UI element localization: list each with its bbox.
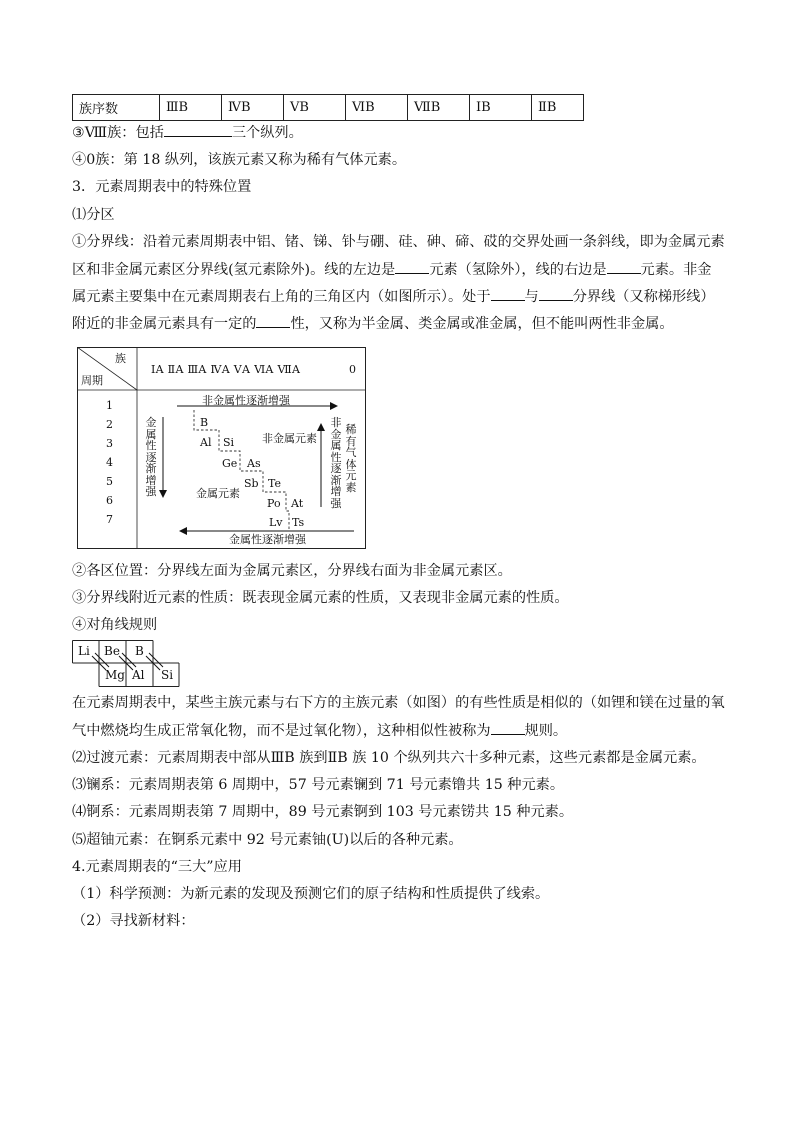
text-span: 与 — [524, 289, 539, 305]
table-cell: ⅣB — [222, 95, 284, 121]
element-li: Li — [78, 644, 90, 658]
element-te: Te — [268, 477, 281, 490]
text-line: ①分界线：沿着元素周期表中铝、锗、锑、钋与硼、硅、砷、碲、砹的交界处画一条斜线，即为金属元素 — [72, 234, 725, 250]
element-si: Si — [223, 436, 235, 449]
period-number: 7 — [106, 513, 113, 526]
element-po: Po — [267, 497, 281, 510]
element-at: At — [291, 497, 304, 510]
element-be: Be — [104, 644, 120, 658]
text-line: ⑵过渡元素：元素周期表中部从ⅢB 族到ⅡB 族 10 个纵列共六十多种元素，这些元素都是金属元素。 — [72, 750, 706, 766]
element-b: B — [135, 644, 144, 658]
text-span: 附近的非金属元素具有一定的 — [72, 316, 257, 332]
text-span: 区和非金属元素区分界线(氢元素除外)。线的左边是 — [72, 262, 396, 278]
text-line: ④对角线规则 — [72, 617, 158, 633]
text-span: 性，又称为半金属、类金属或准金属，但不能叫两性非金属。 — [290, 316, 674, 332]
bottom-arrow-label: 金属性逐渐增强 — [229, 533, 306, 546]
period-number: 6 — [106, 494, 113, 507]
text-span: 元素。非金 — [640, 262, 712, 278]
table-cell: ⅤB — [284, 95, 346, 121]
element-as: As — [247, 457, 261, 470]
text-span: 三个纵列。 — [231, 125, 303, 141]
noble-gas-label: 稀有气体元素 — [345, 423, 357, 494]
element-sb: Sb — [244, 477, 259, 490]
element-b: B — [200, 416, 209, 429]
fill-blank[interactable] — [395, 259, 429, 274]
section-heading: 3．元素周期表中的特殊位置 — [72, 179, 252, 195]
text-line: ③分界线附近元素的性质：既表现金属元素的性质，又表现非金属元素的性质。 — [72, 590, 569, 606]
element-ts: Ts — [292, 516, 305, 529]
fill-blank[interactable] — [256, 313, 290, 328]
element-al: Al — [132, 668, 145, 682]
zero-group-label: 0 — [349, 363, 356, 376]
period-number: 4 — [106, 456, 113, 469]
period-number: 2 — [106, 418, 113, 431]
table-row — [73, 95, 584, 121]
text-line — [72, 259, 712, 280]
text-span: 规则。 — [524, 723, 568, 739]
text-line — [72, 313, 674, 334]
period-number: 1 — [106, 399, 113, 412]
top-arrow-label: 非金属性逐渐增强 — [202, 394, 290, 407]
section-heading: 4.元素周期表的“三大”应用 — [72, 859, 242, 875]
text-line: ⑸超铀元素：在锕系元素中 92 号元素铀(U)以后的各种元素。 — [72, 832, 463, 848]
periodic-zone-diagram — [77, 347, 366, 549]
left-axis-label: 金属性逐渐增强 — [145, 416, 157, 498]
group-corner-label: 族 — [115, 352, 126, 365]
text-line: ②各区位置：分界线左面为金属元素区，分界线右面为非金属元素区。 — [72, 563, 512, 579]
group-number-table — [72, 94, 584, 121]
diagonal-rule-diagram — [72, 640, 180, 687]
period-number: 3 — [106, 437, 113, 450]
text-line: （1）科学预测：为新元素的发现及预测它们的原子结构和性质提供了线索。 — [72, 886, 550, 902]
nonmetal-zone-label: 非金属元素 — [262, 432, 317, 445]
fill-blank[interactable] — [491, 720, 525, 735]
text-line: ⑷锕系：元素周期表第 7 周期中，89 号元素锕到 103 号元素铹共 15 种元素。 — [72, 804, 574, 820]
element-ge: Ge — [222, 457, 238, 470]
element-lv: Lv — [269, 516, 283, 529]
text-line — [72, 720, 567, 741]
table-header-cell: 族序数 — [73, 95, 160, 121]
element-si: Si — [161, 668, 174, 682]
period-corner-label: 周期 — [81, 374, 103, 387]
text-line: （2）寻找新材料： — [72, 913, 195, 929]
element-al: Al — [200, 436, 212, 449]
text-line — [72, 286, 715, 307]
text-span: 分界线（又称梯形线） — [572, 289, 715, 305]
text-line: 在元素周期表中，某些主族元素与右下方的主族元素（如图）的有些性质是相似的（如锂和镁在过量的氧 — [72, 695, 725, 711]
text-span: 气中燃烧均生成正常氧化物，而不是过氧化物），这种相似性被称为 — [72, 723, 491, 739]
period-number: 5 — [106, 475, 113, 488]
text-span: ③Ⅷ族：包括 — [72, 125, 164, 141]
table-cell: ⅠB — [470, 95, 532, 121]
fill-blank[interactable] — [607, 259, 641, 274]
metal-zone-label: 金属元素 — [196, 487, 240, 500]
fill-blank[interactable] — [491, 286, 525, 301]
table-cell: ⅥB — [346, 95, 408, 121]
diagram-frame — [77, 347, 366, 549]
text-span: 元素（氢除外），线的右边是 — [429, 262, 607, 278]
fill-blank[interactable] — [539, 286, 573, 301]
text-line: ④0族：第 18 纵列，该族元素又称为稀有气体元素。 — [72, 152, 407, 168]
element-mg: Mg — [105, 668, 125, 682]
group-header-labels: ⅠA ⅡA ⅢA ⅣA ⅤA ⅥA ⅦA — [151, 363, 301, 376]
fill-blank[interactable] — [164, 122, 232, 137]
table-cell: ⅡB — [532, 95, 584, 121]
text-line: ⑶镧系：元素周期表第 6 周期中，57 号元素镧到 71 号元素镥共 15 种元素。 — [72, 777, 565, 793]
subsection-heading: ⑴分区 — [72, 207, 115, 223]
right-axis-label: 非金属性逐渐增强 — [330, 416, 342, 510]
text-span: 属元素主要集中在元素周期表右上角的三角区内（如图所示）。处于 — [72, 289, 491, 305]
table-cell: ⅦB — [408, 95, 470, 121]
table-cell: ⅢB — [160, 95, 222, 121]
text-line — [72, 122, 303, 143]
